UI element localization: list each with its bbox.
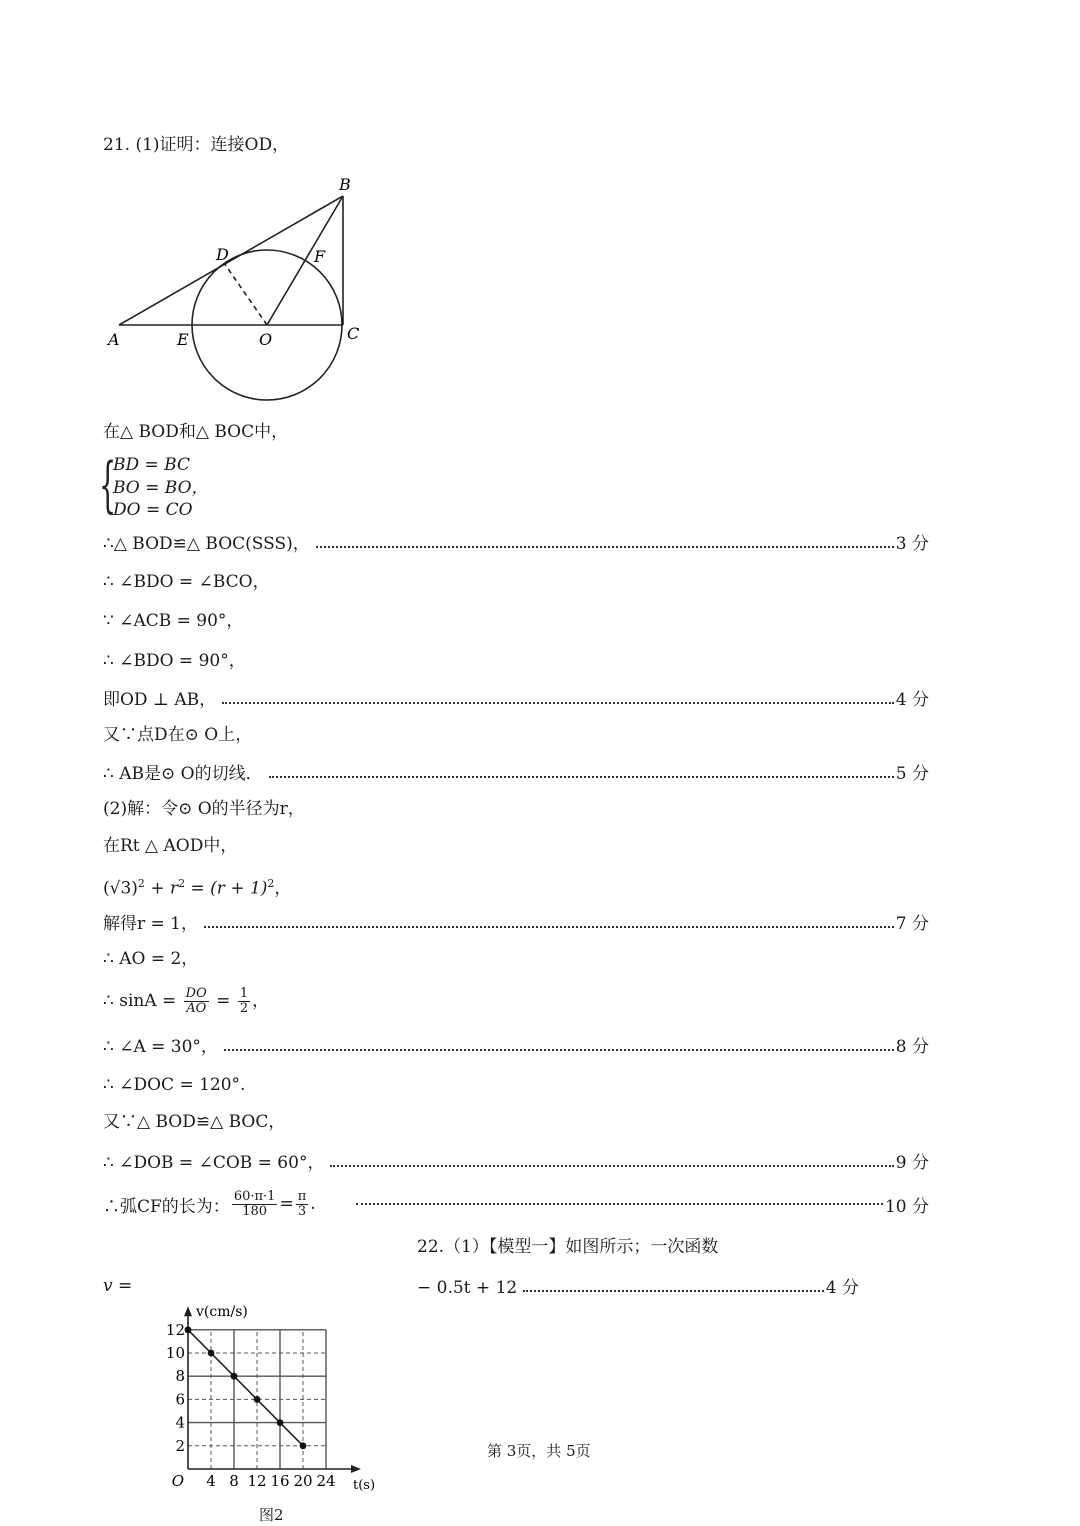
line-again: 又∵△ BOD≌△ BOC， (103, 1112, 286, 1132)
arc-tail: . (310, 1194, 316, 1214)
eq-tail: ， (274, 878, 292, 899)
line-a30 (103, 1033, 929, 1057)
line-solve (103, 910, 929, 934)
y-tick-label: 12 (165, 1320, 185, 1339)
line-perp-text: 即OD ⊥ AB， (103, 690, 217, 710)
line-in-triangles: 在△ BOD和△ BOC中， (103, 422, 289, 442)
eq-mid: + r (144, 878, 179, 899)
line-rt: 在Rt △ AOD中， (103, 836, 238, 856)
v-label: v = (103, 1276, 133, 1296)
score-9: 9 分 (895, 1153, 929, 1173)
label-f: F (314, 247, 326, 266)
geometry-figure (100, 170, 380, 410)
brace-icon: { (99, 450, 117, 520)
fraction-den: AO (186, 1001, 207, 1016)
segment-ab (119, 196, 343, 325)
segment-ob (267, 196, 343, 325)
segment-od-dashed (224, 263, 267, 325)
score-8: 8 分 (895, 1037, 929, 1057)
dot-leader (204, 926, 894, 928)
fit-line (188, 1330, 303, 1446)
data-point (231, 1373, 238, 1380)
q21-heading: 21. (1)证明：连接OD， (103, 135, 290, 155)
dot-leader (330, 1165, 893, 1167)
y-axis-arrow-icon (184, 1306, 192, 1316)
eq-sup-3: 2 (267, 877, 275, 890)
sina-eq: = (216, 991, 231, 1011)
equation-system (99, 450, 209, 522)
figure-caption: 图2 (259, 1506, 284, 1524)
fraction-pi-over-3 (296, 1190, 309, 1219)
x-tick-label: 20 (293, 1472, 313, 1490)
x-tick-label: 4 (206, 1472, 216, 1490)
label-a: A (108, 330, 120, 349)
line-angle-eq: ∴ ∠BDO = ∠BCO， (103, 572, 270, 592)
line-equation (103, 872, 291, 901)
dot-leader (222, 702, 894, 704)
y-tick-label: 4 (175, 1413, 185, 1432)
x-tick-label: 12 (247, 1472, 267, 1490)
score-4: 4 分 (895, 690, 929, 710)
score-q22: 4 分 (825, 1278, 859, 1298)
eq-sup-2: 2 (178, 877, 186, 890)
arc-pre: ∴弧CF的长为： (103, 1196, 230, 1217)
x-tick-label: 8 (229, 1472, 239, 1490)
line-congruent-text: ∴△ BOD≌△ BOC(SSS)， (103, 534, 310, 554)
line-congruent (103, 530, 929, 554)
page-footer: 第 3页，共 5页 (487, 1442, 591, 1460)
x-axis-label: t(s) (353, 1478, 376, 1493)
line-arc (103, 1186, 929, 1222)
fraction-num: 1 (239, 986, 249, 1001)
fraction-arc-formula (232, 1190, 278, 1219)
sina-pre: ∴ sinA = (103, 991, 177, 1011)
line-perp (103, 686, 929, 710)
data-point (254, 1396, 261, 1403)
x-tick-label: 24 (316, 1472, 336, 1490)
sina-tail: ， (252, 991, 270, 1011)
y-tick-label: 8 (175, 1367, 185, 1386)
label-e: E (177, 330, 189, 349)
fraction-den: 3 (297, 1203, 307, 1219)
system-row-2: BO = BO， (113, 477, 209, 498)
y-tick-label: 2 (175, 1436, 185, 1455)
line-part2: (2)解：令⊙ O的半径为r， (103, 799, 305, 819)
line-dob-text: ∴ ∠DOB = ∠COB = 60°， (103, 1153, 325, 1173)
y-tick-label: 6 (175, 1390, 185, 1409)
label-b: B (339, 175, 351, 194)
system-row-3: DO = CO (113, 500, 193, 520)
line-tangent (103, 760, 929, 784)
y-axis-label: v(cm/s) (196, 1304, 248, 1321)
label-o: O (259, 330, 273, 349)
velocity-time-chart (150, 1290, 390, 1500)
y-tick-label: 10 (165, 1344, 185, 1362)
dot-leader (269, 776, 894, 778)
line-bdo: ∴ ∠BDO = 90°， (103, 651, 246, 671)
fraction-den: 2 (239, 1001, 249, 1016)
line-on-circle: 又∵点D在⊙ O上， (103, 725, 253, 745)
data-point (185, 1326, 192, 1333)
eq-sup-1: 2 (137, 877, 145, 890)
eq-rhs: = (r + 1) (185, 878, 268, 899)
x-tick-label: 16 (270, 1472, 290, 1490)
line-acb: ∵ ∠ACB = 90°， (103, 611, 244, 631)
dot-leader (356, 1203, 883, 1205)
line-dob (103, 1149, 929, 1173)
fraction-one-half (238, 987, 250, 1016)
score-7: 7 分 (895, 914, 929, 934)
data-point (300, 1442, 307, 1449)
q22-heading: 22.（1）【模型一】如图所示；一次函数 (417, 1237, 719, 1257)
fraction-num: 60·π·1 (233, 1188, 276, 1204)
line-a30-text: ∴ ∠A = 30°， (103, 1037, 218, 1057)
dot-leader (224, 1049, 894, 1051)
system-row-1: BD = BC (113, 455, 190, 475)
fraction-den: 180 (242, 1203, 268, 1219)
formula-text: − 0.5t + 12 (417, 1278, 518, 1298)
line-doc: ∴ ∠DOC = 120°. (103, 1075, 246, 1095)
line-tangent-text: ∴ AB是⊙ O的切线． (103, 764, 263, 784)
eq-lhs: (√3) (103, 878, 138, 899)
line-solve-text: 解得r = 1， (103, 914, 198, 934)
arc-eq: = (279, 1194, 294, 1214)
score-10: 10 分 (884, 1196, 929, 1217)
fraction-num: DO (185, 986, 207, 1001)
line-formula (417, 1274, 859, 1298)
line-sina (103, 985, 269, 1017)
x-axis-arrow-icon (351, 1465, 361, 1473)
data-point (277, 1419, 284, 1426)
data-point (208, 1350, 215, 1357)
fraction-do-ao (184, 987, 209, 1016)
dot-leader (316, 546, 894, 548)
fraction-num: π (297, 1188, 307, 1204)
score-5: 5 分 (895, 764, 929, 784)
line-ao: ∴ AO = 2， (103, 949, 199, 969)
label-d: D (216, 245, 229, 264)
label-c: C (347, 324, 360, 343)
dot-leader (523, 1290, 824, 1292)
origin-label: O (171, 1472, 184, 1490)
score-3: 3 分 (895, 534, 929, 554)
